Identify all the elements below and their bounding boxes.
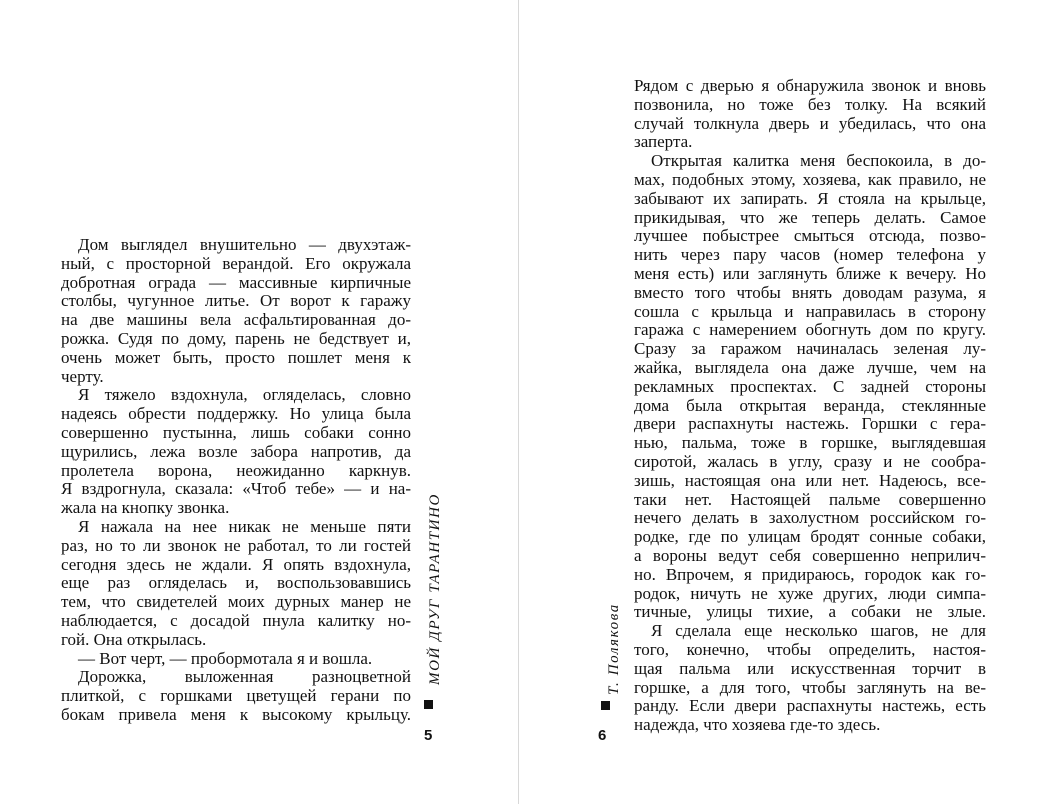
text-line: нечего делать в захолустном российском го- [634, 508, 986, 528]
text-line: гой. Она открылась. [61, 629, 207, 649]
right-running-head: Т. Полякова [606, 603, 622, 695]
text-line: щурились, лежа возле забора напротив, да [61, 441, 411, 461]
text-line: горшке, а для того, чтобы заглянуть на ве- [634, 677, 986, 697]
text-line: щая пальма или искусственная торчит в [634, 658, 986, 678]
text-line: бокам привела меня к высокому крыльцу. [61, 704, 411, 724]
left-running-head: МОЙ ДРУГ ТАРАНТИНО [427, 493, 443, 685]
text-line: прикидывая, что же теперь делать. Самое [634, 207, 986, 227]
text-line: того, конечно, чтобы определить, настоя- [634, 639, 986, 659]
right-page-body [634, 77, 986, 735]
text-line: жайка, выглядела она даже лучше, чем на [634, 357, 986, 377]
text-line: родок, ничуть не хуже других, люди симпа- [634, 583, 986, 603]
text-line: сегодня здесь не ждали. Я опять вздохнула, [61, 554, 411, 574]
text-line: черту. [61, 366, 104, 386]
text-line: таки нет. Настоящей пальме совершенно [634, 489, 986, 509]
text-line: надеясь обрести поддержку. Но улица была [61, 404, 411, 424]
text-line: нью, пальма, тоже в горшке, выглядевшая [634, 433, 986, 453]
text-line: на две машины вела асфальтированная до- [61, 310, 411, 330]
text-line: заперта. [634, 132, 693, 152]
text-line: раз, но то ли звонок не работал, то ли гостей [61, 535, 411, 555]
text-line: пролетела ворона, неожиданно каркнув. [61, 460, 411, 480]
text-line: наблюдается, с досадой пнула калитку но- [61, 610, 411, 630]
text-line: дома была открытая веранда, стеклянные [634, 395, 986, 415]
text-line: рекламных проспектах. С задней стороны [634, 376, 986, 396]
left-page-body [61, 236, 411, 725]
text-line: случай толкнула дверь и убедилась, что она [634, 113, 986, 133]
text-line: добротная ограда — массивные кирпичные [61, 272, 411, 292]
text-line: позвонила, но тоже без толку. На всякий [634, 94, 986, 114]
text-line: Открытая калитка меня беспокоила, в до- [651, 151, 986, 171]
right-square-ornament [601, 701, 610, 710]
text-line: надежда, что хозяева где-то здесь. [634, 715, 881, 735]
text-line: а вороны ведут себя совершенно неприлич- [634, 545, 986, 565]
text-line: ранду. Если двери распахнуты настежь, есть [634, 696, 986, 716]
text-line: вместо того чтобы внять доводам разума, я [634, 282, 986, 302]
text-line: тем, что свидетелей моих дурных манер не [61, 592, 411, 612]
left-page-number: 5 [424, 727, 433, 744]
text-line: Я нажала на нее никак не меньше пяти [78, 516, 411, 536]
text-line: Дорожка, выложенная разноцветной [78, 667, 411, 687]
text-line: — Вот черт, — пробормотала я и вошла. [78, 648, 373, 668]
text-line: рожка. Судя по дому, парень не бедствует и, [61, 328, 411, 348]
text-line: тичные, улицы тихие, а собаки не злые. [634, 602, 986, 622]
text-line: жала на кнопку звонка. [61, 498, 230, 518]
left-square-ornament [424, 700, 433, 709]
text-line: Я вздрогнула, сказала: «Чтоб тебе» — и на- [61, 479, 411, 499]
text-line: Дом выглядел внушительно — двухэтаж- [78, 235, 411, 254]
text-line: ный, с просторной верандой. Его окружала [61, 253, 411, 273]
text-line: двери распахнуты настежь. Горшки с гера- [634, 414, 986, 434]
text-line: столбы, чугунное литье. От ворот к гаражу [61, 291, 411, 311]
right-page-number: 6 [598, 727, 607, 744]
text-line: забывают их запирать. Я стояла на крыльце, [634, 188, 986, 208]
book-gutter [518, 0, 519, 804]
text-line: Сразу за гаражом начиналась зеленая лу- [634, 339, 986, 359]
text-line: еще раз огляделась и, воспользовавшись [61, 573, 411, 593]
text-line: Я тяжело вздохнула, огляделась, словно [78, 385, 411, 405]
text-line: очень может быть, просто пошлет меня к [61, 347, 411, 367]
text-line: плиткой, с горшками цветущей герани по [61, 686, 411, 706]
text-line: меня есть) или заглянуть ближе к вечеру. Но [634, 263, 986, 283]
text-line: гаража с намерением обогнуть дом по кругу. [634, 320, 986, 340]
text-line: сиротой, жалась в углу, сразу и не сообра- [634, 451, 986, 471]
text-line: но. Впрочем, я придираюсь, городок как го- [634, 564, 986, 584]
text-line: родке, где по улицам бродят сонные собаки, [634, 527, 986, 547]
text-line: нить через пару часов (номер телефона у [634, 245, 986, 265]
text-line: лучшее побыстрее смыться отсюда, позво- [634, 226, 986, 246]
text-line: Я сделала еще несколько шагов, не для [651, 621, 986, 641]
text-line: Рядом с дверью я обнаружила звонок и вновь [634, 76, 986, 95]
text-line: зишь, настоящая она или нет. Надеюсь, все- [634, 470, 986, 490]
text-line: совершенно пустынна, лишь собаки сонно [61, 422, 411, 442]
text-line: сошла с крыльца и направилась в сторону [634, 301, 986, 321]
text-line: мах, подобных этому, хозяева, как правило, не [634, 169, 986, 189]
